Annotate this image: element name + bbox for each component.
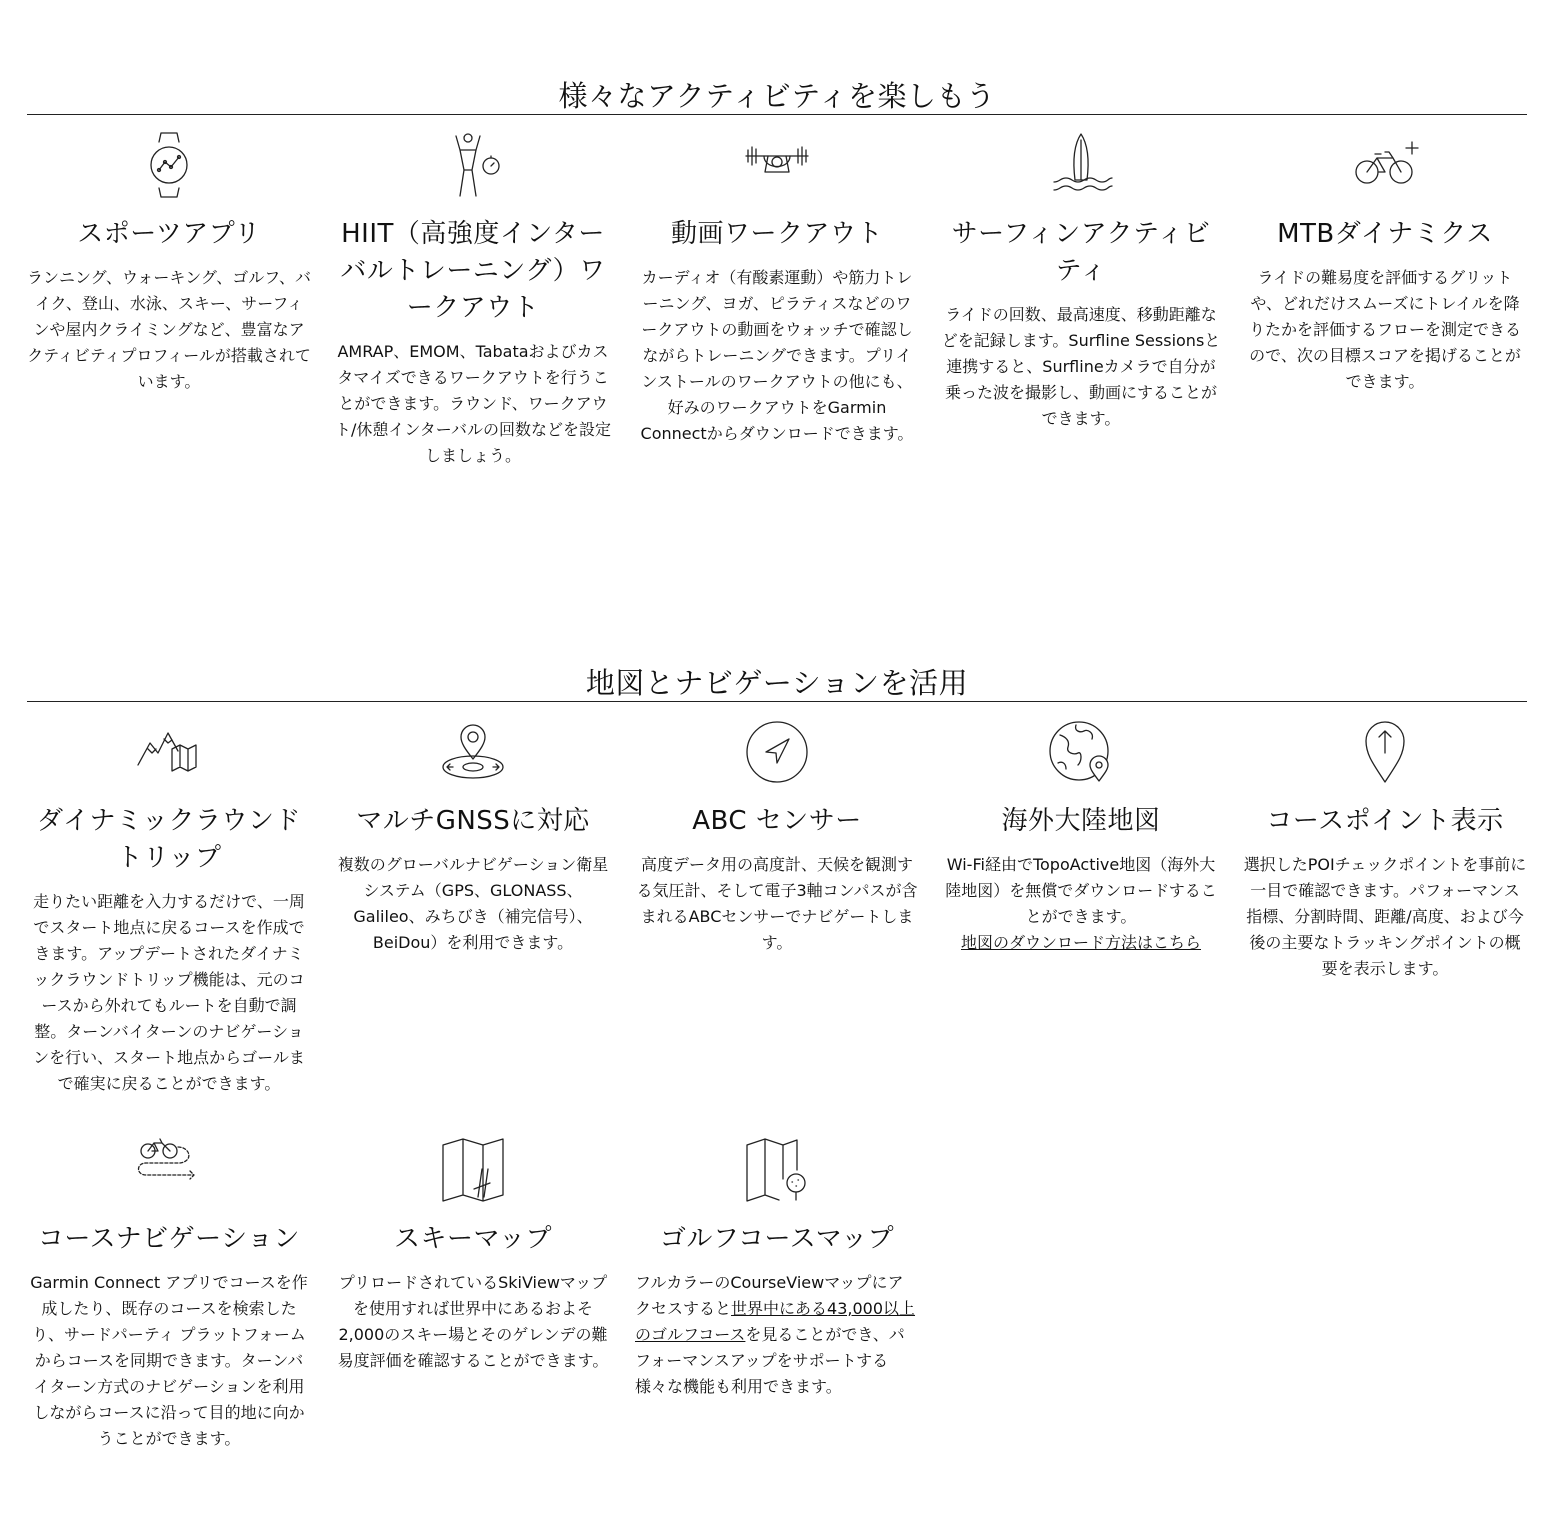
feature-title: HIIT（高強度インターバルトレーニング）ワークアウト: [340, 219, 606, 323]
compass-arrow-icon: [635, 719, 919, 785]
feature-title: ゴルフコースマップ: [659, 1224, 895, 1254]
bike-route-icon: [27, 1137, 311, 1203]
feature-card-course-navigation: [27, 1120, 311, 1452]
golf-map-icon: [635, 1137, 919, 1203]
feature-title: ABC センサー: [692, 806, 862, 836]
feature-description-text: フルカラーのCourseViewマップにアクセスすると: [635, 1273, 904, 1318]
feature-description: 選択したPOIチェックポイントを事前に一目で確認できます。パフォーマンス指標、分割時間、距離/高度、および今後の主要なトラッキングポイントの概要を表示します。: [1243, 855, 1527, 978]
feature-title: ダイナミックラウンドトリップ: [37, 806, 301, 873]
feature-title: スキーマップ: [394, 1224, 552, 1254]
globe-pin-icon: [939, 719, 1223, 785]
section-title: 様々なアクティビティを楽しもう: [27, 78, 1527, 115]
feature-title: コースポイント表示: [1266, 806, 1504, 836]
feature-title: MTBダイナミクス: [1277, 219, 1493, 249]
feature-title: 動画ワークアウト: [670, 219, 883, 249]
feature-title: スポーツアプリ: [77, 219, 261, 249]
feature-description: 走りたい距離を入力するだけで、一周でスタート地点に戻るコースを作成できます。アップデートされたダイナミックラウンドトリップ機能は、元のコースから外れてもルートを自動で調整。ターンバイターンのナビゲーションを行い、スタート地点からゴールまで確実に戻ることができます。: [33, 892, 305, 1093]
surfboard-waves-icon: [939, 132, 1223, 198]
feature-description: 高度データ用の高度計、天候を観測する気圧計、そして電子3軸コンパスが含まれるABCセンサーでナビゲートします。: [636, 855, 918, 952]
feature-description: 複数のグローバルナビゲーション衛星システム（GPS、GLONASS、Galileo、みちびき（補完信号）、BeiDou）を利用できます。: [337, 855, 609, 952]
feature-card-golf-map: [635, 1120, 919, 1452]
feature-description-text: を見ることができ、パフォーマンスアップをサポートする様々な機能も利用できます。: [635, 1325, 905, 1396]
feature-description: [635, 1270, 919, 1400]
feature-description: カーディオ（有酸素運動）や筋力トレーニング、ヨガ、ピラティスなどのワークアウトの動画をウォッチで確認しながらトレーニングできます。プリインストールのワークアウトの他にも、好みのワークアウトをGarmin Connectからダウンロードできます。: [640, 268, 914, 443]
feature-card-hiit: [331, 115, 615, 469]
mountain-bike-plus-icon: [1243, 132, 1527, 198]
feature-card-mtb-dynamics: [1243, 115, 1527, 469]
map-download-link[interactable]: 地図のダウンロード方法はこちら: [960, 933, 1201, 952]
feature-card-video-workout: [635, 115, 919, 469]
feature-card-surfing: [939, 115, 1223, 469]
barbell-icon: [635, 132, 919, 198]
feature-card-abc-sensor: [635, 702, 919, 1097]
feature-card-sports-apps: [27, 115, 311, 469]
feature-description: Garmin Connect アプリでコースを作成したり、既存のコースを検索したり、サードパーティ プラットフォームからコースを同期できます。ターンバイターン方式のナビゲーションを利用しながらコースに沿って目的地に向かうことができます。: [30, 1273, 308, 1448]
waypoint-arrow-icon: [1243, 719, 1527, 785]
feature-description: AMRAP、EMOM、Tabataおよびカスタマイズできるワークアウトを行うことができます。ラウンド、ワークアウト/休憩インターバルの回数などを設定しましょう。: [335, 342, 611, 465]
watch-chart-icon: [27, 132, 311, 198]
feature-description: ライドの難易度を評価するグリットや、どれだけスムーズにトレイルを降りたかを評価するフローを測定できるので、次の目標スコアを掲げることができます。: [1248, 268, 1521, 391]
feature-title: マルチGNSSに対応: [356, 806, 590, 836]
mountain-map-icon: [27, 719, 311, 785]
feature-card-course-points: [1243, 702, 1527, 1097]
feature-title: サーフィンアクティビティ: [951, 219, 1211, 286]
feature-card-multi-gnss: [331, 702, 615, 1097]
feature-description: ランニング、ウォーキング、ゴルフ、バイク、登山、水泳、スキー、サーフィンや屋内クライミングなど、豊富なアクティビティプロフィールが搭載されています。: [27, 268, 312, 391]
ski-map-icon: [331, 1137, 615, 1203]
feature-title: 海外大陸地図: [1001, 806, 1161, 836]
feature-title: コースナビゲーション: [37, 1224, 301, 1254]
maps-navigation-section: [27, 665, 1527, 1452]
golf-courses-link[interactable]: 世界中にある43,000以上のゴルフコース: [635, 1299, 916, 1344]
feature-card-ski-map: [331, 1120, 615, 1452]
section-title: 地図とナビゲーションを活用: [27, 665, 1527, 702]
feature-description-text: Wi-Fi経由でTopoActive地図（海外大陸地図）を無償でダウンロードすることができます。: [945, 855, 1217, 926]
feature-description: ライドの回数、最高速度、移動距離などを記録します。Surfline Sessionsと連携すると、Surflineカメラで自分が乗った波を撮影し、動画にすることができます。: [941, 305, 1221, 428]
feature-description: [939, 852, 1223, 956]
feature-description: プリロードされているSkiViewマップを使用すれば世界中にあるおよそ2,000のスキー場とそのゲレンデの難易度評価を確認することができます。: [337, 1273, 609, 1370]
feature-card-overseas-maps: [939, 702, 1223, 1097]
hiit-person-stopwatch-icon: [331, 132, 615, 198]
feature-card-round-trip: [27, 702, 311, 1097]
location-pin-target-icon: [331, 719, 615, 785]
activities-section: [27, 78, 1527, 469]
